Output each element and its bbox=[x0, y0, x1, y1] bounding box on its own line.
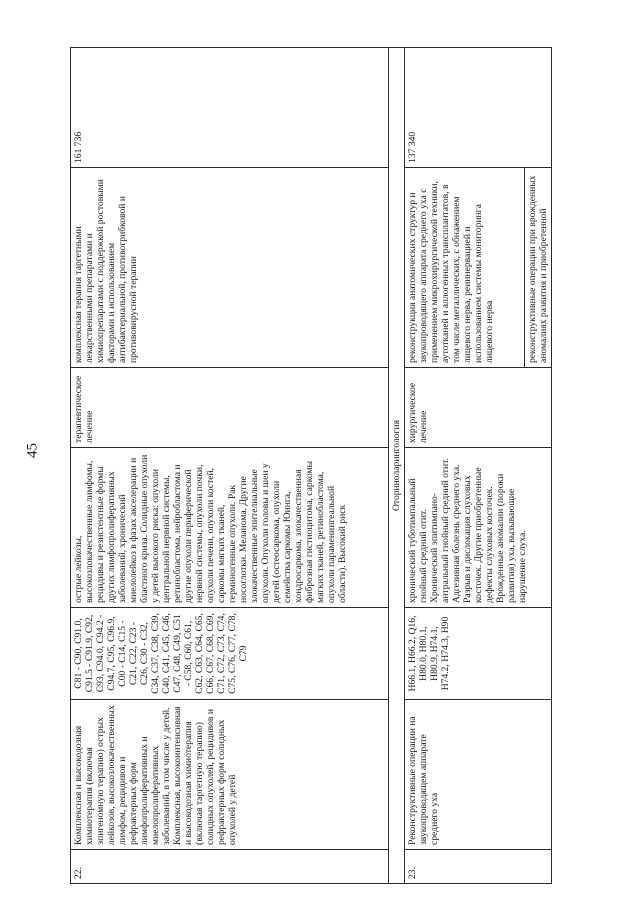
row-23-number: 23. bbox=[405, 850, 552, 884]
row-23-method-a: реконструкция анатомических структур и звукопроводящего аппарата среднего уха с применением микрохирургической техники, аутотканей и аллогенных трансплантатов, в том числе металлических, с обнажением лицевого нерва, реиннервацией и использованием системы мониторинга лицевого нерва bbox=[405, 168, 525, 368]
row-22-price: 161 736 bbox=[71, 48, 389, 168]
row-23-method-b: реконструктивные операции при врожденных аномалиях развития и приобретенной bbox=[525, 168, 552, 368]
row-23-price: 137 340 bbox=[405, 48, 552, 168]
row-22-treatment-type: терапевтическое лечение bbox=[71, 368, 389, 448]
row-22-number: 22. bbox=[71, 850, 389, 884]
row-23-name: Реконструктивные операции на звукопроводящем аппарате среднего уха bbox=[405, 700, 552, 850]
page-number: 45 bbox=[24, 443, 41, 458]
row-23-treatment-type: хирургическое лечение bbox=[405, 368, 552, 448]
row-22-icd-codes: C81 - C90, C91.0, C91.5 - C91.9, C92, C93, C94.0, C94.2 - C94.7, C95, C96.9, C00 - C14, C15 - C21, C22, C23 - C26, C30 - C32, C34, C37, C38, C39, C40, C41, C45, C46, C47, C48, C49, C51 - C58, C60, C61, C62, C63, C64, C65, C66, C67, C68, C69, C71, C72, C73, C74, C75, C76, C77, C78, C79 bbox=[71, 608, 389, 700]
row-23-patient-model: хронический туботимпальный гнойный средний отит. Хронический эпитимпано-антральный гнойный средний отит. Адгезивная болезнь среднего уха. Разрыв и дислокация слуховых косточек. Другие приобретенные дефекты слуховых косточек. Врожденные аномалии (пороки развития) уха, вызывающие нарушение слуха. bbox=[405, 448, 552, 608]
table-row-23 bbox=[405, 48, 525, 884]
hmp-table bbox=[70, 47, 552, 884]
row-23-icd-codes: H66.1, H66.2, Q16, H80.0, H80.1, H80.9, H74.1, H74.2, H74.3, H90 bbox=[405, 608, 552, 700]
rotated-table-frame bbox=[70, 48, 604, 884]
row-22-method: комплексная терапия таргетными лекарственными препаратами и химиопрепаратами с поддержкой ростовыми факторами и использованием антибактериальной, противогрибковой и противовирусной терапии bbox=[71, 168, 389, 368]
section-title: Оториноларингология bbox=[389, 48, 405, 884]
row-22-patient-model: острые лейкозы, высокозлокачественные лимфомы, рецидивы и резистентные формы других лимфопролиферативных заболеваний, хронический миелолейкоз в фазах акселерации и бластного криза. Солидные опухоли у детей высокого риска: опухоли центральной нервной системы, ретинобластома, нейробластома и другие опухоли периферической нервной системы, опухоли почки, опухоли печени, опухоли костей, саркомы мягких тканей, герминогенные опухоли. Рак носоглотки. Меланома. Другие злокачественные эпителиальные опухоли. Опухоли головы и шеи у детей (остеосаркома, опухоли семейства саркомы Юинга, хондросаркома, злокачественная фиброзная гистиоцитома, саркомы мягких тканей, ретинобластома, опухоли параменингеальной области). Высокий риск bbox=[71, 448, 389, 608]
section-row bbox=[389, 48, 405, 884]
rotated-page-content bbox=[70, 48, 604, 884]
row-22-name: Комплексная и высокодозная химиотерапия (включая эпигеномную терапию) острых лейкозов, высокозлокачественных лимфом, рецидивов и рефрактерных форм лимфопролиферативных и миелопролиферативных заболеваний, в том числе у детей. Комплексная, высокоинтенсивная и высокодозная химиотерапия (включая таргетную терапию) солидных опухолей, рецидивов и рефрактерных форм солидных опухолей у детей bbox=[71, 700, 389, 850]
table-row-22 bbox=[71, 48, 389, 884]
